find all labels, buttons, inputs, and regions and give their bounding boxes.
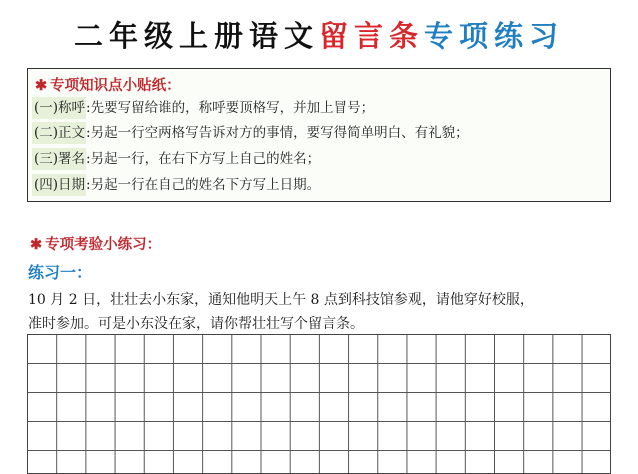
knowledge-item [32, 174, 320, 196]
knowledge-item-tag: (一)称呼 [32, 97, 86, 119]
knowledge-item-text: :另起一行空两格写告诉对方的事情，要写得简单明白、有礼貌； [86, 125, 469, 141]
knowledge-item-tag: (三)署名 [32, 148, 86, 170]
exercise-prompt-line: 准时参加。可是小东没在家，请你帮壮壮写个留言条。 [28, 316, 364, 332]
writing-grid[interactable] [27, 334, 611, 474]
exercise-prompt-line: 10 月 2 日，壮壮去小东家，通知他明天上午 8 点到科技馆参观，请他穿好校服， [28, 292, 534, 308]
knowledge-heading [35, 74, 181, 95]
practice-heading [30, 233, 161, 254]
knowledge-item-text: :另起一行，在右下方写上自己的姓名； [86, 151, 321, 167]
title-part-topic: 留言条 [318, 19, 424, 53]
star-icon: ✱ [35, 77, 48, 94]
page-title [0, 14, 638, 55]
knowledge-item [32, 122, 469, 144]
knowledge-box [27, 68, 611, 202]
star-icon: ✱ [30, 236, 43, 253]
title-part-practice: 专项练习 [424, 19, 565, 53]
knowledge-heading-text: 专项知识点小贴纸： [50, 77, 181, 94]
knowledge-item-tag: (四)日期 [32, 174, 86, 196]
practice-heading-text: 专项考验小练习： [45, 236, 162, 253]
knowledge-item-text: :先要写留给谁的，称呼要顶格写，并加上冒号； [86, 100, 375, 116]
knowledge-item [32, 148, 320, 170]
exercise-title: 练习一： [28, 263, 93, 282]
knowledge-item [32, 97, 374, 119]
title-part-grade: 二年级上册语文 [73, 19, 319, 53]
knowledge-item-text: :另起一行在自己的姓名下方写上日期。 [86, 177, 321, 193]
knowledge-item-tag: (二)正文 [32, 122, 86, 144]
